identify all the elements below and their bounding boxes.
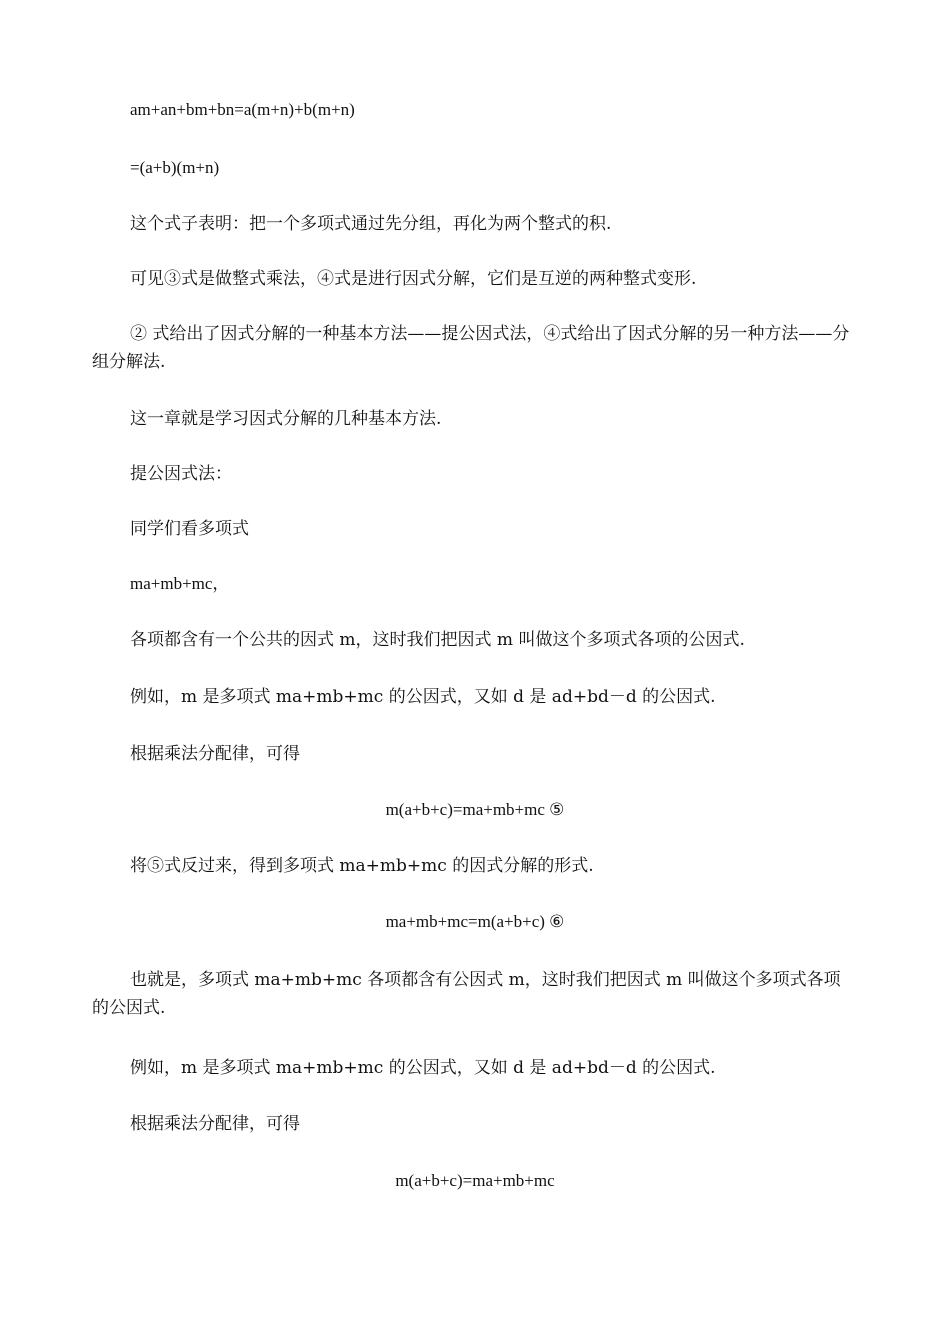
text-paragraph: ② 式给出了因式分解的一种基本方法——提公因式法，④式给出了因式分解的另一种方法——分组分解法. <box>92 324 850 372</box>
text-paragraph: 例如，m 是多项式 ma+mb+mc 的公因式，又如 d 是 ad+bd－d 的公因式. <box>130 687 716 707</box>
text-paragraph: 根据乘法分配律，可得 <box>130 744 300 764</box>
text-paragraph: 例如，m 是多项式 ma+mb+mc 的公因式，又如 d 是 ad+bd－d 的公因式. <box>130 1058 716 1078</box>
equation-centered: ma+mb+mc=m(a+b+c) ⑥ <box>385 912 565 931</box>
text-paragraph: 可见③式是做整式乘法，④式是进行因式分解，它们是互逆的两种整式变形. <box>130 269 697 289</box>
text-paragraph: 各项都含有一个公共的因式 m，这时我们把因式 m 叫做这个多项式各项的公因式. <box>130 630 745 650</box>
equation-centered: m(a+b+c)=ma+mb+mc <box>395 1171 555 1190</box>
equation-centered: m(a+b+c)=ma+mb+mc ⑤ <box>385 800 565 819</box>
equation-line: ma+mb+mc， <box>130 574 230 593</box>
section-heading: 提公因式法： <box>130 464 232 484</box>
text-paragraph: 这一章就是学习因式分解的几种基本方法. <box>130 409 442 429</box>
text-paragraph: 将⑤式反过来，得到多项式 ma+mb+mc 的因式分解的形式. <box>130 856 594 876</box>
text-paragraph: 这个式子表明：把一个多项式通过先分组，再化为两个整式的积. <box>130 214 612 234</box>
equation-line: am+an+bm+bn=a(m+n)+b(m+n) <box>130 100 355 119</box>
text-paragraph: 根据乘法分配律，可得 <box>130 1114 300 1134</box>
text-paragraph: 也就是，多项式 ma+mb+mc 各项都含有公因式 m，这时我们把因式 m 叫做这个多项式各项的公因式. <box>92 970 841 1018</box>
equation-line: =(a+b)(m+n) <box>130 158 220 177</box>
text-paragraph: 同学们看多项式 <box>130 519 249 539</box>
